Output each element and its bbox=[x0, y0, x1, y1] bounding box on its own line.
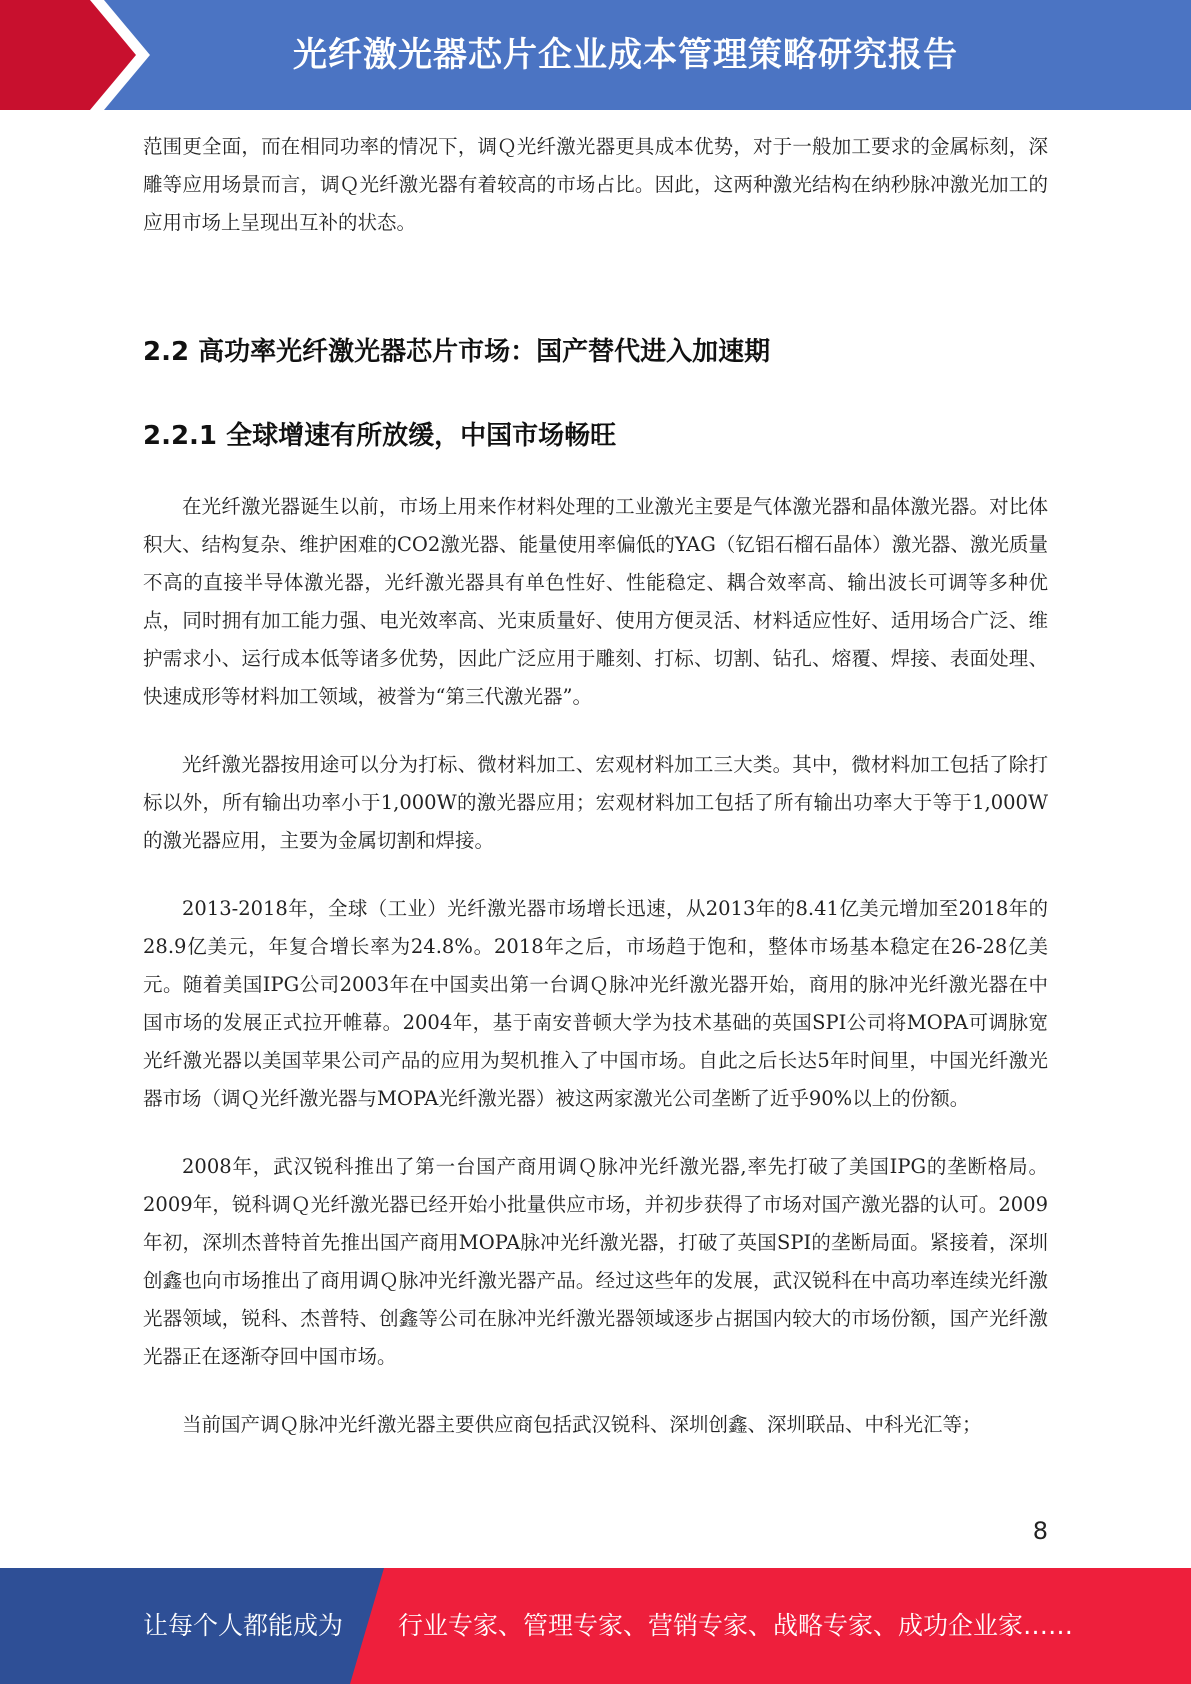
page-header bbox=[0, 0, 1191, 110]
page-footer bbox=[0, 1568, 1191, 1684]
report-title: 光纤激光器芯片企业成本管理策略研究报告 bbox=[293, 35, 958, 75]
section-heading-2-2-1: 2.2.1 全球增速有所放缓，中国市场畅旺 bbox=[143, 421, 617, 451]
paragraph-continuation: 范围更全面，而在相同功率的情况下，调Ｑ光纤激光器更具成本优势，对于一般加工要求的金属标刻，深雕等应用场景而言，调Ｑ光纤激光器有着较高的市场占比。因此，这两种激光结构在纳秒脉冲激光加工的应用市场上呈现出互补的状态。 bbox=[143, 135, 1048, 234]
paragraph-global-market: 2013-2018年，全球（工业）光纤激光器市场增长迅速，从2013年的8.41亿美元增加至2018年的28.9亿美元，年复合增长率为24.8%。2018年之后，市场趋于饱和，整体市场基本稳定在26-28亿美元。随着美国IPG公司2003年在中国卖出第一台调Ｑ脉冲光纤激光器开始，商用的脉冲光纤激光器在中国市场的发展正式拉开帷幕。2004年，基于南安普顿大学为技术基础的英国SPI公司将MOPA可调脉宽光纤激光器以美国苹果公司产品的应用为契机推入了中国市场。自此之后长达5年时间里，中国光纤激光器市场（调Ｑ光纤激光器与MOPA光纤激光器）被这两家激光公司垄断了近乎90%以上的份额。 bbox=[143, 897, 1048, 1110]
paragraph-fiber-laser-categories: 光纤激光器按用途可以分为打标、微材料加工、宏观材料加工三大类。其中，微材料加工包括了除打标以外，所有输出功率小于1,000W的激光器应用；宏观材料加工包括了所有输出功率大于等于1,000W的激光器应用，主要为金属切割和焊接。 bbox=[143, 753, 1048, 852]
paragraph-suppliers: 当前国产调Ｑ脉冲光纤激光器主要供应商包括武汉锐科、深圳创鑫、深圳联品、中科光汇等； bbox=[182, 1413, 982, 1436]
page-number: 8 bbox=[1032, 1517, 1048, 1545]
paragraph-domestic-history: 2008年，武汉锐科推出了第一台国产商用调Ｑ脉冲光纤激光器,率先打破了美国IPG的垄断格局。2009年，锐科调Ｑ光纤激光器已经开始小批量供应市场，并初步获得了市场对国产激光器的认可。2009年初，深圳杰普特首先推出国产商用MOPA脉冲光纤激光器，打破了英国SPI的垄断局面。紧接着，深圳创鑫也向市场推出了商用调Ｑ脉冲光纤激光器产品。经过这些年的发展，武汉锐科在中高功率连续光纤激光器领域，锐科、杰普特、创鑫等公司在脉冲光纤激光器领域逐步占据国内较大的市场份额，国产光纤激光器正在逐渐夺回中国市场。 bbox=[143, 1155, 1048, 1368]
footer-slogan-right: 行业专家、管理专家、营销专家、战略专家、成功企业家…… bbox=[398, 1611, 1074, 1640]
paragraph-fiber-laser-intro: 在光纤激光器诞生以前，市场上用来作材料处理的工业激光主要是气体激光器和晶体激光器。对比体积大、结构复杂、维护困难的CO2激光器、能量使用率偏低的YAG（钇铝石榴石晶体）激光器、激光质量不高的直接半导体激光器，光纤激光器具有单色性好、性能稳定、耦合效率高、输出波长可调等多种优点，同时拥有加工能力强、电光效率高、光束质量好、使用方便灵活、材料适应性好、适用场合广泛、维护需求小、运行成本低等诸多优势，因此广泛应用于雕刻、打标、切割、钻孔、熔覆、焊接、表面处理、快速成形等材料加工领域，被誉为“第三代激光器”。 bbox=[143, 495, 1048, 708]
footer-slogan-left: 让每个人都能成为 bbox=[143, 1611, 344, 1640]
section-heading-2-2: 2.2 高功率光纤激光器芯片市场：国产替代进入加速期 bbox=[143, 337, 771, 367]
page-content bbox=[143, 128, 1048, 1444]
